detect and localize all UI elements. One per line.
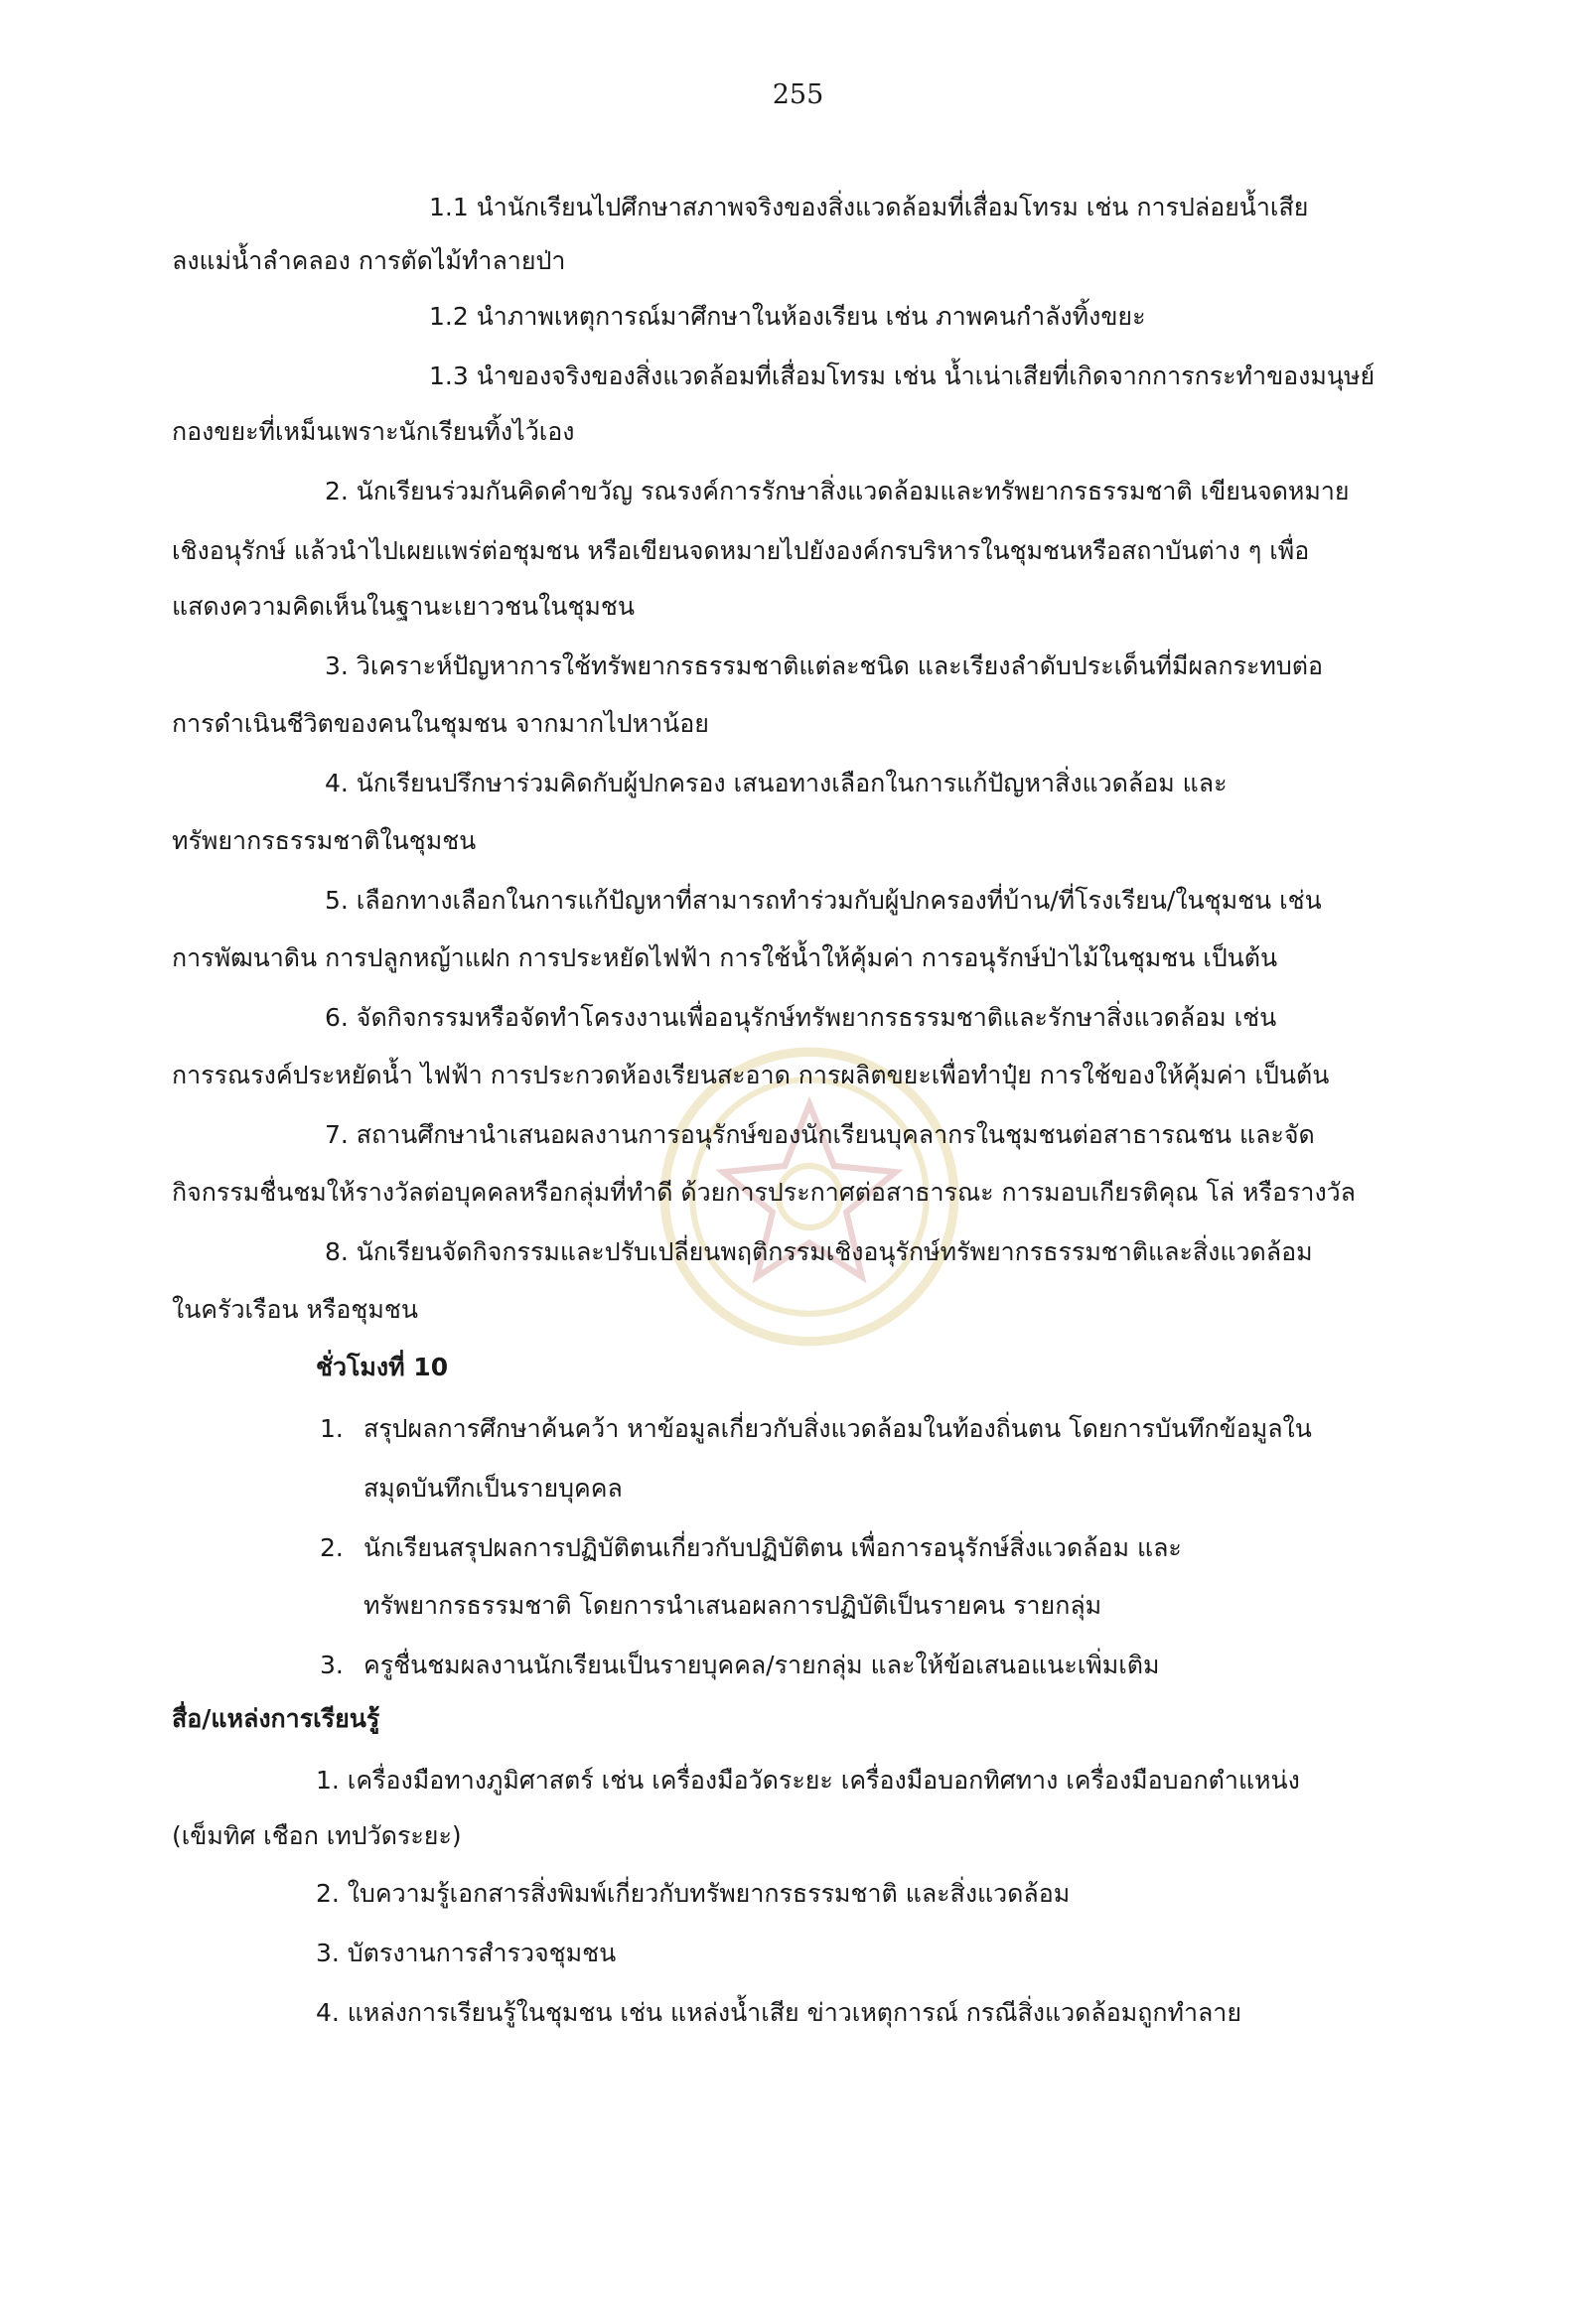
text-line: กิจกรรมชื่นชมให้รางวัลต่อบุคคลหรือกลุ่มที่ทำดี ด้วยการประกาศต่อสาธารณะ การมอบเกียรติคุณ โล่ หรือรางวัล (172, 1178, 1357, 1207)
media-heading: สื่อ/แหล่งการเรียนรู้ (172, 1704, 380, 1733)
text-line: 3. บัตรงานการสำรวจชุมชน (316, 1939, 617, 1967)
text-line: 5. เลือกทางเลือกในการแก้ปัญหาที่สามารถทำร่วมกับผู้ปกครองที่บ้าน/ที่โรงเรียน/ในชุมชน เช่น (325, 886, 1322, 915)
text-line: 2. นักเรียนร่วมกันคิดคำขวัญ รณรงค์การรักษาสิ่งแวดล้อมและทรัพยากรธรรมชาติ เขียนจดหมาย (325, 477, 1350, 505)
text-line: ครูชื่นชมผลงานนักเรียนเป็นรายบุคคล/รายกลุ่ม และให้ข้อเสนอแนะเพิ่มเติม (363, 1651, 1160, 1679)
list-number: 2. (320, 1533, 344, 1562)
page-number: 255 (772, 79, 824, 110)
text-line: การพัฒนาดิน การปลูกหญ้าแฝก การประหยัดไฟฟ้า การใช้น้ำให้คุ้มค่า การอนุรักษ์ป่าไม้ในชุมชน เป็นต้น (172, 943, 1278, 972)
text-line: ทรัพยากรธรรมชาติ โดยการนำเสนอผลการปฏิบัติเป็นรายคน รายกลุ่ม (363, 1591, 1102, 1620)
text-line: กองขยะที่เหม็นเพราะนักเรียนทิ้งไว้เอง (172, 417, 575, 446)
text-line: ทรัพยากรธรรมชาติในชุมชน (172, 826, 477, 855)
text-line: สรุปผลการศึกษาค้นคว้า หาข้อมูลเกี่ยวกับสิ่งแวดล้อมในท้องถิ่นตน โดยการบันทึกข้อมูลใน (363, 1414, 1312, 1443)
text-line: 4. แหล่งการเรียนรู้ในชุมชน เช่น แหล่งน้ำเสีย ข่าวเหตุการณ์ กรณีสิ่งแวดล้อมถูกทำลาย (316, 1998, 1241, 2027)
text-line: 4. นักเรียนปรึกษาร่วมคิดกับผู้ปกครอง เสนอทางเลือกในการแก้ปัญหาสิ่งแวดล้อม และ (325, 769, 1228, 797)
text-line: เชิงอนุรักษ์ แล้วนำไปเผยแพร่ต่อชุมชน หรือเขียนจดหมายไปยังองค์กรบริหารในชุมชนหรือสถาบันต่าง ๆ เพื่อ (172, 536, 1310, 565)
text-line: 1.2 นำภาพเหตุการณ์มาศึกษาในห้องเรียน เช่น ภาพคนกำลังทิ้งขยะ (429, 302, 1146, 331)
text-line: (เข็มทิศ เชือก เทปวัดระยะ) (172, 1821, 462, 1850)
text-line: 6. จัดกิจกรรมหรือจัดทำโครงงานเพื่ออนุรักษ์ทรัพยากรธรรมชาติและรักษาสิ่งแวดล้อม เช่น (325, 1003, 1277, 1032)
hour-heading: ชั่วโมงที่ 10 (316, 1353, 449, 1381)
text-line: ลงแม่น้ำลำคลอง การตัดไม้ทำลายป่า (172, 246, 566, 275)
text-line: สมุดบันทึกเป็นรายบุคคล (363, 1474, 623, 1503)
text-line: 2. ใบความรู้เอกสารสิ่งพิมพ์เกี่ยวกับทรัพยากรธรรมชาติ และสิ่งแวดล้อม (316, 1879, 1071, 1908)
text-line: 1. เครื่องมือทางภูมิศาสตร์ เช่น เครื่องมือวัดระยะ เครื่องมือบอกทิศทาง เครื่องมือบอกตำแหน่ง (316, 1766, 1300, 1795)
text-line: การรณรงค์ประหยัดน้ำ ไฟฟ้า การประกวดห้องเรียนสะอาด การผลิตขยะเพื่อทำปุ๋ย การใช้ของให้คุ้มค่า เป็นต้น (172, 1061, 1330, 1089)
text-line: 8. นักเรียนจัดกิจกรรมและปรับเปลี่ยนพฤติกรรมเชิงอนุรักษ์ทรัพยากรธรรมชาติและสิ่งแวดล้อม (325, 1237, 1313, 1266)
text-line: 7. สถานศึกษานำเสนอผลงานการอนุรักษ์ของนักเรียนบุคลากรในชุมชนต่อสาธารณชน และจัด (325, 1120, 1315, 1149)
text-line: 3. วิเคราะห์ปัญหาการใช้ทรัพยากรธรรมชาติแต่ละชนิด และเรียงลำดับประเด็นที่มีผลกระทบต่อ (325, 651, 1324, 680)
list-number: 3. (320, 1651, 344, 1679)
text-line: แสดงความคิดเห็นในฐานะเยาวชนในชุมชน (172, 592, 635, 621)
text-line: ในครัวเรือน หรือชุมชน (172, 1295, 418, 1324)
list-number: 1. (320, 1414, 344, 1443)
text-line: 1.3 นำของจริงของสิ่งแวดล้อมที่เสื่อมโทรม เช่น น้ำเน่าเสียที่เกิดจากการกระทำของมนุษย์ (429, 361, 1376, 390)
text-line: การดำเนินชีวิตของคนในชุมชน จากมากไปหาน้อย (172, 709, 709, 738)
text-line: นักเรียนสรุปผลการปฏิบัติตนเกี่ยวกับปฏิบัติตน เพื่อการอนุรักษ์สิ่งแวดล้อม และ (363, 1533, 1182, 1562)
text-line: 1.1 นำนักเรียนไปศึกษาสภาพจริงของสิ่งแวดล้อมที่เสื่อมโทรม เช่น การปล่อยน้ำเสีย (429, 193, 1309, 221)
